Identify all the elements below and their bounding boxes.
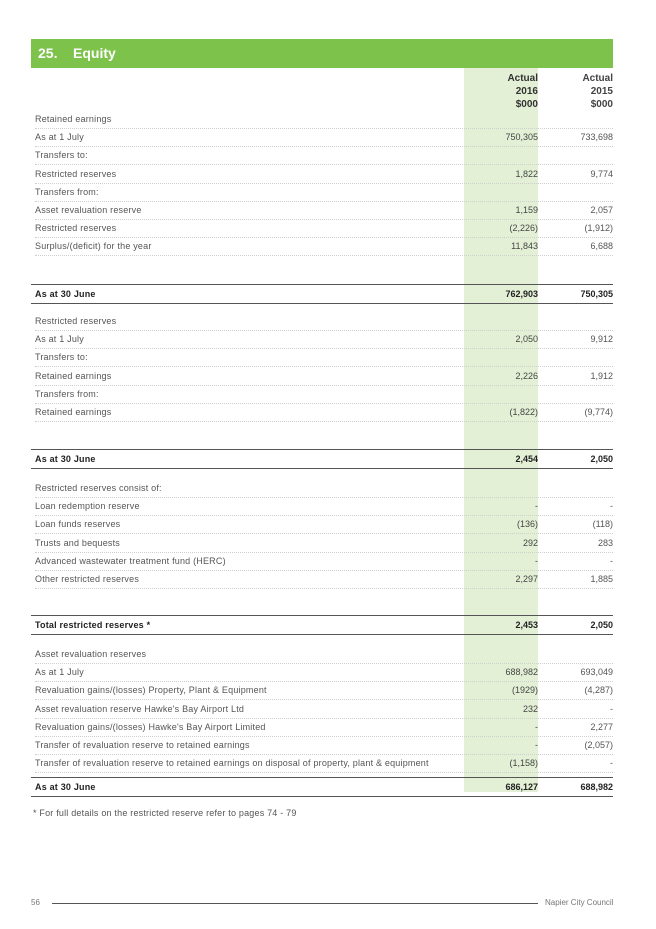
value-2016: - [535,555,538,566]
header-current-line: Actual [507,73,538,84]
value-2016: (1,822) [509,407,538,417]
value-2015: (9,774) [584,407,613,417]
total-2015: 2,050 [590,454,613,465]
value-2016: - [535,740,538,750]
row-label: Restricted reserves consist of: [35,483,162,493]
table-row [35,754,613,773]
table-row [35,736,613,755]
value-2015: - [610,501,613,512]
total-row [35,285,613,303]
value-2016: 2,297 [515,574,538,584]
total-rule-bottom [31,634,613,635]
value-2015: 9,912 [590,334,613,345]
table-row [35,663,613,682]
header-current-line: $000 [515,99,538,110]
total-2015: 688,982 [580,782,613,793]
row-label: Restricted reserves [35,223,117,234]
value-2015: 2,277 [590,721,613,732]
table-row [35,534,613,553]
row-label: Revaluation gains/(losses) Hawke's Bay Airport Limited [35,721,266,732]
value-2016: (2,226) [509,223,538,234]
table-row [35,700,613,719]
table-row [35,128,613,147]
row-label: Transfers to: [35,352,88,363]
row-label: Revaluation gains/(losses) Property, Plant & Equipment [35,685,267,696]
section-title: Equity [73,45,116,61]
value-2016: (1929) [511,685,538,696]
row-label: Advanced wastewater treatment fund (HERC) [35,555,226,566]
table-row [35,146,613,165]
header-current-year [464,72,538,111]
value-2015: 1,912 [590,370,613,381]
section-banner [31,39,613,68]
total-2016: 686,127 [505,782,538,793]
row-label: Transfers from: [35,388,99,399]
row-label: Restricted reserves [35,168,117,179]
value-2016: - [535,501,538,512]
table-row [35,645,613,664]
header-prior-line: Actual [582,73,613,84]
total-label: Total restricted reserves * [35,620,151,631]
row-label: Loan redemption reserve [35,501,140,512]
value-2016: 750,305 [505,132,538,143]
row-label: Transfers from: [35,186,99,197]
footer-organisation: Napier City Council [545,898,614,907]
footer-rule [52,903,538,904]
row-label: As at 1 July [35,667,84,678]
table-row [35,367,613,386]
value-2015: 1,885 [590,574,613,584]
row-label: Asset revaluation reserves [35,649,147,659]
row-label: Restricted reserves [35,316,117,326]
table-row [35,515,613,534]
row-label: Other restricted reserves [35,574,140,584]
table-row [35,497,613,516]
table-row [35,681,613,700]
row-label: Transfer of revaluation reserve to retained earnings on disposal of property, plant & equipment [35,758,429,769]
value-2016: 688,982 [505,667,538,678]
value-2016: 232 [522,703,538,714]
value-2015: 6,688 [590,241,613,252]
table-row [35,570,613,589]
total-label: As at 30 June [35,782,96,793]
table-row [35,201,613,220]
header-prior-year [540,72,613,111]
row-label: As at 1 July [35,132,84,143]
table-row [35,479,613,498]
row-label: As at 1 July [35,334,84,345]
table-row [35,165,613,184]
total-rule-bottom [31,303,613,304]
table-row [35,348,613,367]
row-label: Surplus/(deficit) for the year [35,241,152,252]
row-label: Transfer of revaluation reserve to retained earnings [35,740,250,750]
table-row [35,718,613,737]
total-row [35,616,613,634]
row-label: Asset revaluation reserve [35,205,142,215]
table-row [35,330,613,349]
value-2015: 9,774 [590,168,613,179]
total-2016: 762,903 [505,288,538,299]
value-2015: 283 [597,537,613,548]
total-label: As at 30 June [35,288,96,299]
table-row [35,110,613,129]
value-2016: 1,159 [515,205,538,215]
row-label: Retained earnings [35,370,112,381]
total-2016: 2,454 [515,454,538,465]
table-row [35,403,613,422]
value-2015: (2,057) [584,740,613,750]
table-row [35,385,613,404]
value-2016: 11,843 [511,241,538,252]
value-2015: 2,057 [590,205,613,215]
table-row [35,552,613,571]
value-2016: (136) [516,519,538,530]
value-2015: (118) [592,519,613,530]
value-2016: 292 [522,537,538,548]
value-2016: (1,158) [509,758,538,769]
header-prior-line: 2015 [590,86,613,97]
value-2015: - [610,703,613,714]
total-label: As at 30 June [35,454,96,465]
footnote: * For full details on the restricted reserve refer to pages 74 - 79 [33,808,297,818]
value-2016: - [535,721,538,732]
total-rule-bottom [31,468,613,469]
table-row [35,237,613,256]
value-2016: 2,050 [515,334,538,345]
row-label: Loan funds reserves [35,519,121,530]
total-2015: 2,050 [590,620,613,631]
value-2015: 733,698 [580,132,613,143]
row-label: Retained earnings [35,407,112,417]
value-2016: 1,822 [515,168,538,179]
row-label: Asset revaluation reserve Hawke's Bay Airport Ltd [35,703,245,714]
value-2015: - [610,758,613,769]
row-label: Transfers to: [35,150,88,161]
total-2015: 750,305 [580,288,613,299]
row-label: Retained earnings [35,114,112,124]
table-row [35,219,613,238]
section-number: 25. [38,45,58,61]
total-rule-bottom [31,796,613,797]
value-2015: (1,912) [584,223,613,234]
value-2015: 693,049 [580,667,613,678]
value-2015: - [610,555,613,566]
total-row [35,450,613,468]
table-row [35,183,613,202]
total-row [35,778,613,796]
row-label: Trusts and bequests [35,537,121,548]
page-number: 56 [31,898,40,907]
header-current-line: 2016 [515,86,538,97]
value-2016: 2,226 [515,370,538,381]
total-2016: 2,453 [515,620,538,631]
value-2015: (4,287) [584,685,613,696]
table-row [35,312,613,331]
header-prior-line: $000 [590,99,613,110]
